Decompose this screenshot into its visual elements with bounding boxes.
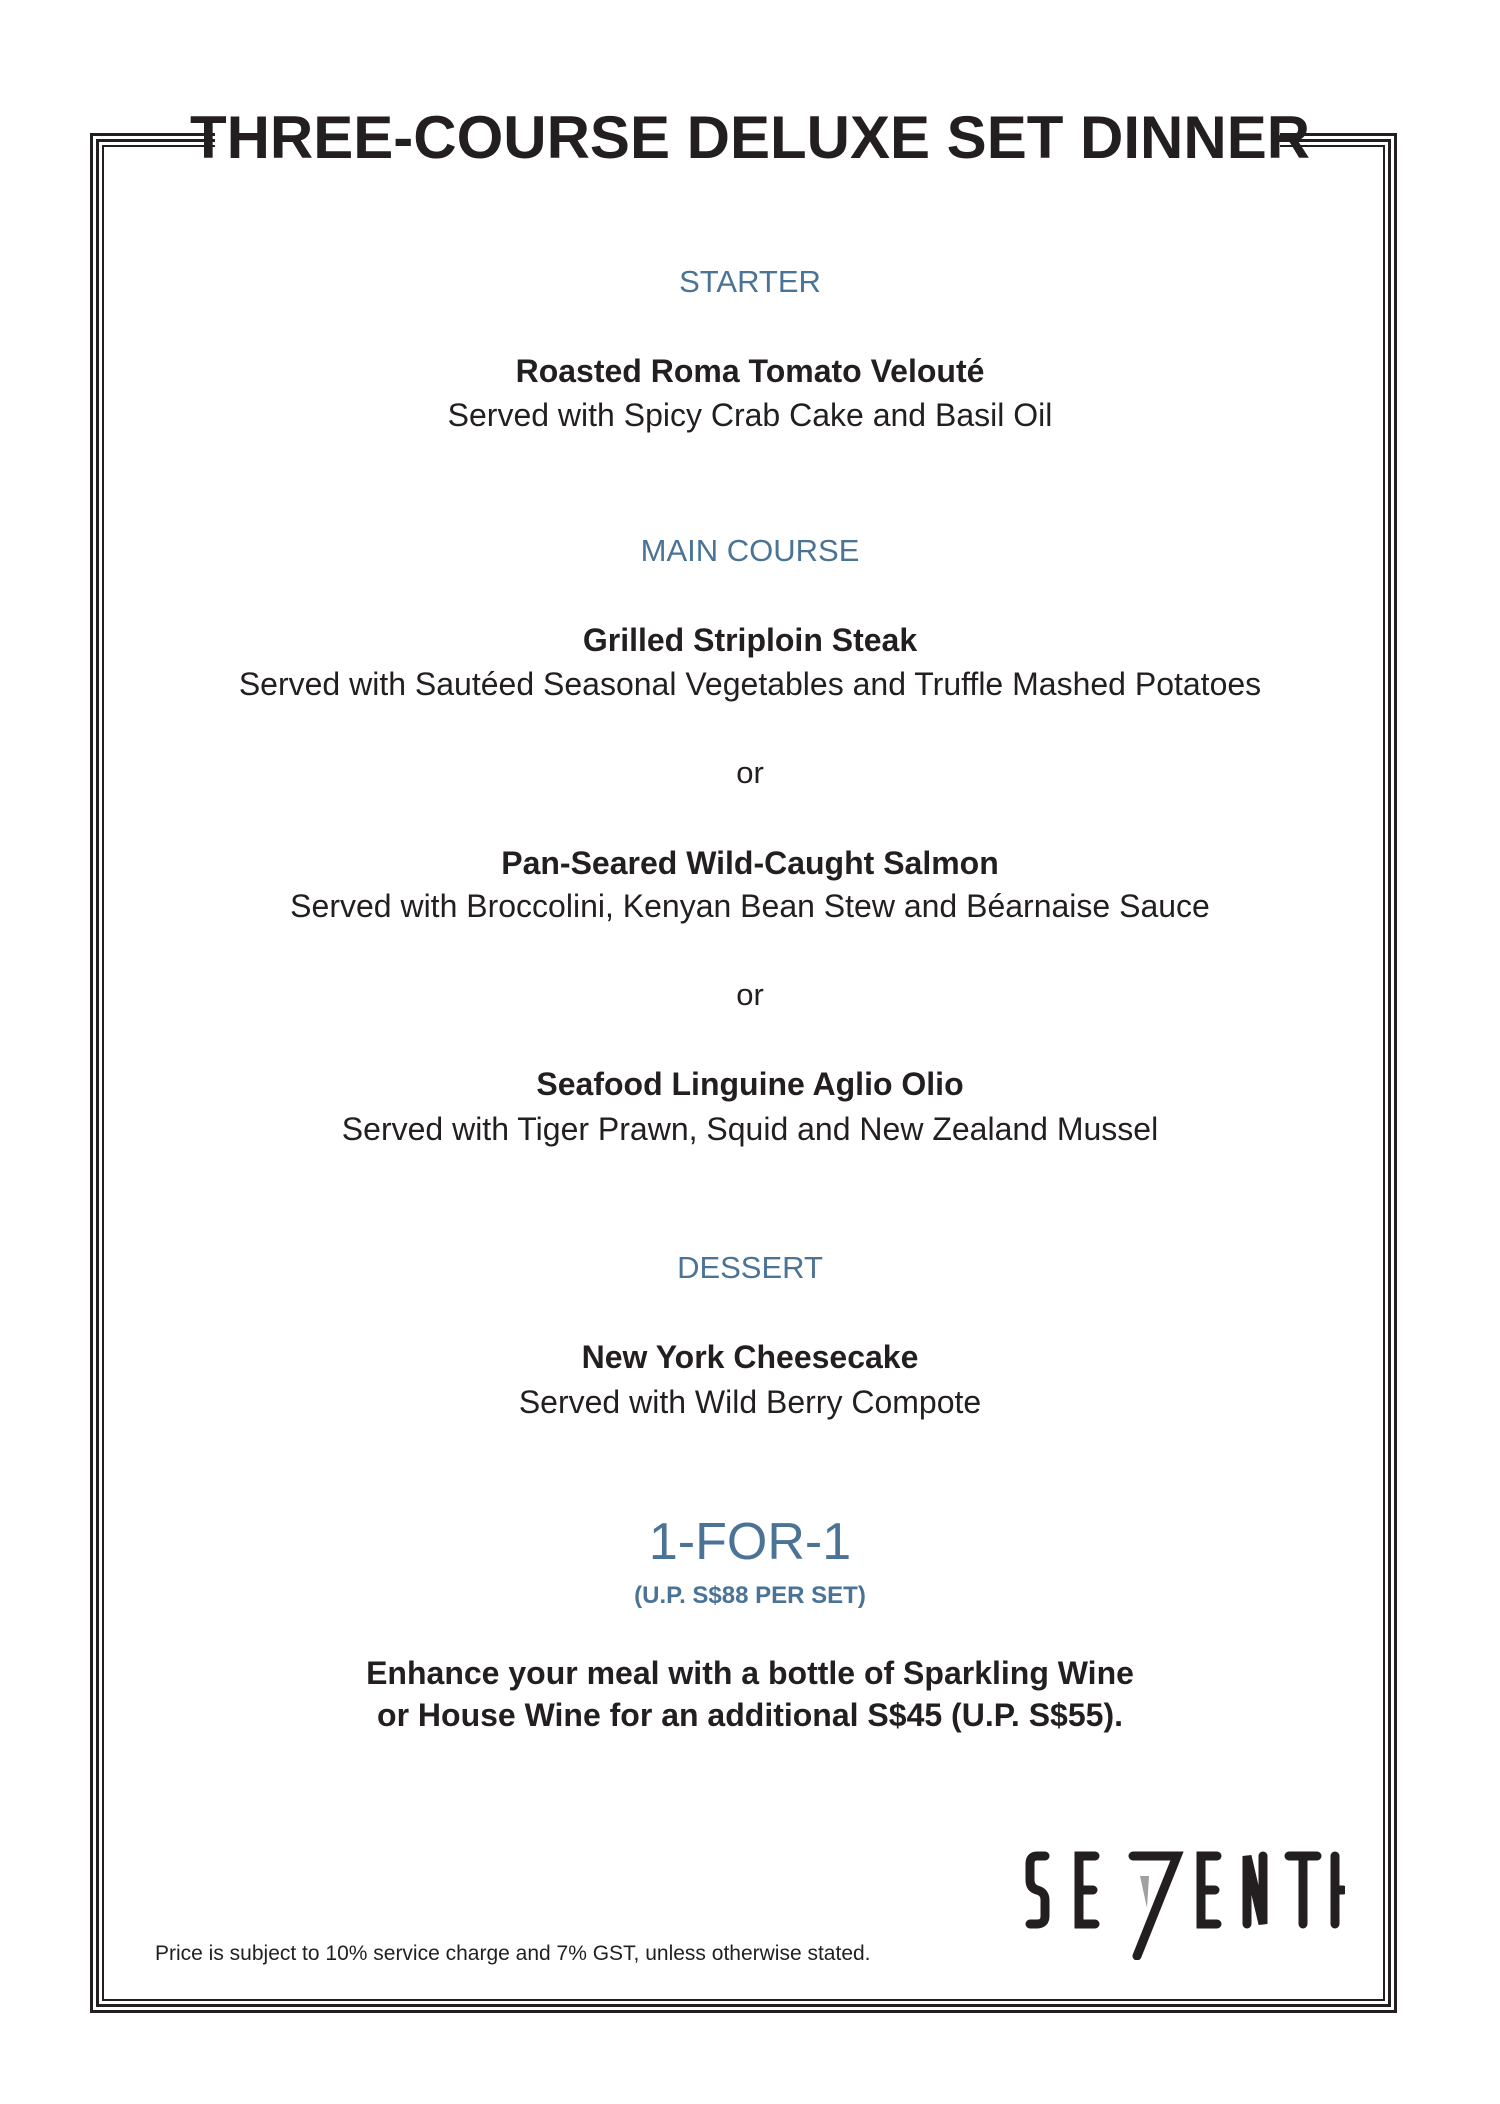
enhance-text-2: or House Wine for an additional S$45 (U.P. S$55). bbox=[377, 1697, 1123, 1733]
dish-description: Served with Wild Berry Compote bbox=[518, 1384, 982, 1420]
dish-name: Roasted Roma Tomato Velouté bbox=[515, 353, 985, 389]
menu-title: THREE-COURSE DELUXE SET DINNER bbox=[189, 104, 1311, 171]
section-heading-main: MAIN COURSE bbox=[640, 533, 860, 568]
dish-name: Pan-Seared Wild-Caught Salmon bbox=[501, 845, 999, 881]
or-separator: or bbox=[736, 755, 764, 790]
dish-name: New York Cheesecake bbox=[581, 1339, 919, 1375]
section-heading-dessert: DESSERT bbox=[677, 1250, 823, 1285]
or-separator: or bbox=[736, 977, 764, 1012]
section-heading-starter: STARTER bbox=[679, 264, 821, 299]
enhance-text-1: Enhance your meal with a bottle of Sparkling Wine bbox=[366, 1655, 1134, 1691]
promo-headline: 1-FOR-1 bbox=[648, 1513, 852, 1571]
dish-description: Served with Spicy Crab Cake and Basil Oil bbox=[447, 397, 1053, 433]
footer-note: Price is subject to 10% service charge and 7% GST, unless otherwise stated. bbox=[155, 1942, 871, 1965]
dish-description: Served with Sautéed Seasonal Vegetables and Truffle Mashed Potatoes bbox=[238, 666, 1262, 702]
dish-name: Seafood Linguine Aglio Olio bbox=[536, 1066, 964, 1102]
dish-description: Served with Broccolini, Kenyan Bean Stew and Béarnaise Sauce bbox=[290, 888, 1210, 924]
seventh-logo bbox=[1025, 1850, 1345, 1965]
usual-price: (U.P. S$88 PER SET) bbox=[634, 1582, 866, 1609]
dish-description: Served with Tiger Prawn, Squid and New Zealand Mussel bbox=[341, 1111, 1159, 1147]
dish-name: Grilled Striploin Steak bbox=[582, 622, 918, 658]
